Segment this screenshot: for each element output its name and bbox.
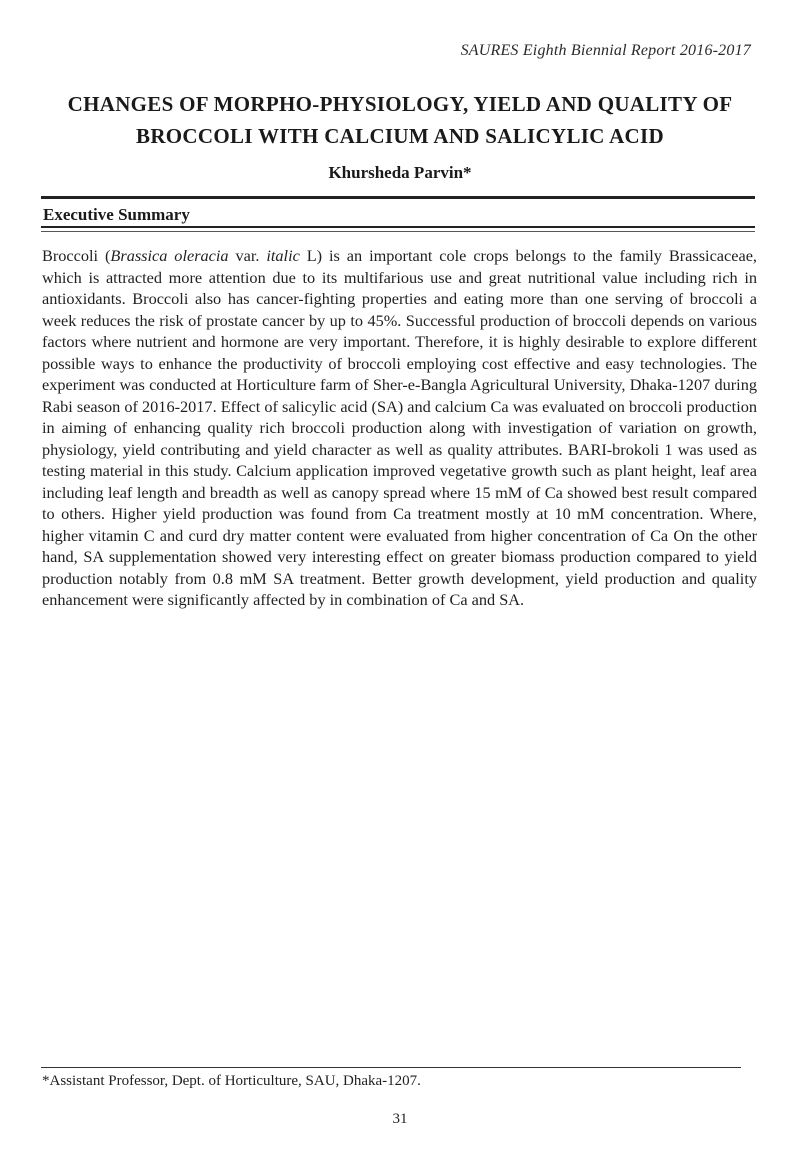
summary-var-text: var. (228, 246, 267, 265)
variety-name: italic (266, 246, 300, 265)
author-name: Khursheda Parvin* (328, 163, 472, 182)
article-title-line-1: CHANGES OF MORPHO-PHYSIOLOGY, YIELD AND QUALITY OF (67, 92, 733, 116)
heading-divider-upper (41, 226, 755, 228)
page-number: 31 (392, 1111, 408, 1127)
heading-divider-lower (41, 231, 755, 232)
species-name: Brassica oleracia (110, 246, 229, 265)
section-heading: Executive Summary (43, 205, 190, 224)
footnote-divider (41, 1067, 741, 1068)
top-divider (41, 196, 755, 199)
summary-body: L) is an important cole crops belongs to the family Brassicaceae, which is attracted more attention due to its multifarious use and great nutritional value including rich in antioxidants. Broccoli also has cancer-fighting properties and eating more than one serving of broccoli a week reduces the risk of prostate cancer by up to 45%. Successful production of broccoli depends on various factors where nutrient and hormone are very important. Therefore, it is highly desirable to explore different possible ways to enhance the productivity of broccoli employing cost effective and easy technologies. The experiment was conducted at Horticulture farm of Sher-e-Bangla Agricultural University, Dhaka-1207 during Rabi season of 2016-2017. Effect of salicylic acid (SA) and calcium Ca was evaluated on broccoli production in aiming of enhancing quality rich broccoli production along with investigation of variation on growth, physiology, yield contributing and yield character as well as quality attributes. BARI-brokoli 1 was used as testing material in this study. Calcium application improved vegetative growth such as plant height, leaf area including leaf length and breadth as well as canopy spread where 15 mM of Ca showed best result compared to others. Higher yield production was found from Ca treatment mostly at 10 mM concentration. Where, higher vitamin C and curd dry matter content were evaluated from higher concentration of Ca On the other hand, SA supplementation showed very interesting effect on greater biomass production compared to yield production notably from 0.8 mM SA treatment. Better growth development, yield production and quality enhancement were significantly affected by in combination of Ca and SA. (42, 246, 757, 609)
author-footnote: *Assistant Professor, Dept. of Horticulture, SAU, Dhaka-1207. (42, 1073, 421, 1089)
executive-summary-paragraph (42, 245, 757, 611)
article-title (30, 88, 770, 152)
summary-lead: Broccoli ( (42, 246, 111, 265)
article-title-line-2: BROCCOLI WITH CALCIUM AND SALICYLIC ACID (136, 124, 664, 148)
running-header: SAURES Eighth Biennial Report 2016-2017 (460, 42, 751, 59)
